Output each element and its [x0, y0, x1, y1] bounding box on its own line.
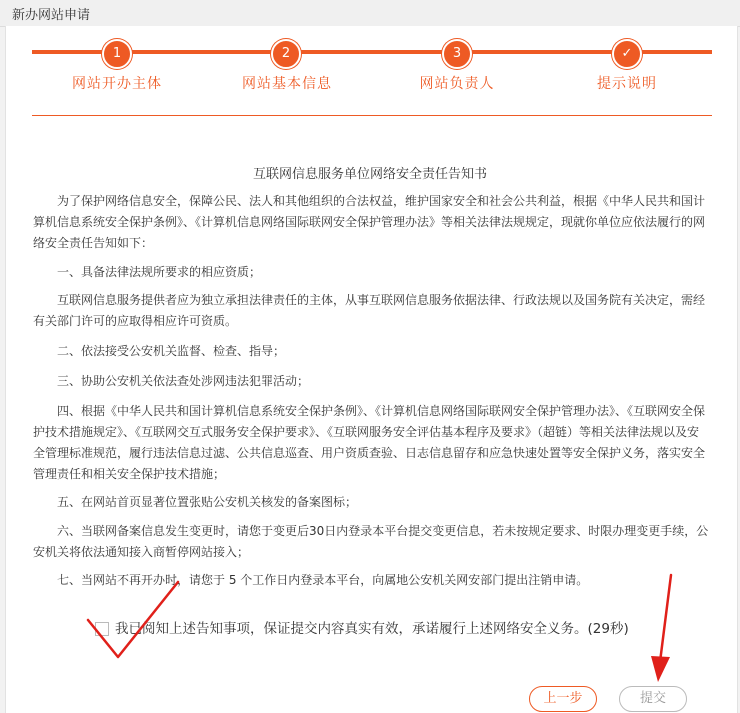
- notice-paragraph: 四、根据《中华人民共和国计算机信息系统安全保护条例》、《计算机信息网络国际联网安全保护管理办法》、《互联网安全保护技术措施规定》、《互联网交互式服务安全保护要求》、《互联网服务安全评估基本程序及要求》（超链）等相关法律法规以及安全管理标准规范，履行违法信息过滤、公共信息巡查、用户资质查验、日志信息留存和应急快速处置等安全保护义务，落实安全管理责任和相关安全保护技术措施；: [33, 404, 706, 481]
- notice-paragraph: 互联网信息服务提供者应为独立承担法律责任的主体，从事互联网信息服务依据法律、行政法规以及国务院有关决定，需经有关部门许可的应取得相应许可资质。: [33, 293, 706, 328]
- header-divider: [32, 115, 712, 116]
- notice-paragraph: 七、当网站不再开办时，请您于 5 个工作日内登录本平台，向属地公安机关网安部门提出注销申请。: [57, 573, 589, 587]
- agreement-checkbox[interactable]: [95, 622, 109, 636]
- prev-button[interactable]: 上一步: [529, 686, 597, 712]
- notice-paragraph: 一、具备法律法规所要求的相应资质；: [57, 265, 262, 279]
- notice-paragraph: 六、当联网备案信息发生变更时，请您于变更后30日内登录本平台提交变更信息，若未按规定要求、时限办理变更手续，公安机关将依法通知接入商暂停网站接入；: [33, 524, 709, 559]
- notice-paragraph: 五、在网站首页显著位置张贴公安机关核发的备案图标；: [57, 495, 358, 509]
- main-panel: [5, 26, 738, 713]
- step-progress-line: [32, 50, 712, 54]
- step-3-circle: 3: [442, 39, 472, 69]
- step-4-check-icon: ✓: [612, 39, 642, 69]
- agreement-text: 我已阅知上述告知事项，保证提交内容真实有效，承诺履行上述网络安全义务。(29秒): [115, 621, 629, 637]
- step-1-circle: 1: [102, 39, 132, 69]
- agreement-row[interactable]: [95, 617, 629, 637]
- notice-paragraph: 为了保护网络信息安全，保障公民、法人和其他组织的合法权益，维护国家安全和社会公共利益，根据《中华人民共和国计算机信息系统安全保护条例》、《计算机信息网络国际联网安全保护管理办法》等相关法律法规规定，现就你单位应依法履行的网络安全责任告知如下：: [33, 194, 706, 250]
- window-title: 新办网站申请: [12, 8, 91, 23]
- step-2-label: 网站基本信息: [242, 76, 332, 92]
- step-4-label: 提示说明: [597, 76, 657, 92]
- step-2-circle: 2: [271, 39, 301, 69]
- step-3-label: 网站负责人: [419, 76, 495, 92]
- window-header: [0, 0, 740, 27]
- notice-title: 互联网信息服务单位网络安全责任告知书: [252, 167, 487, 182]
- notice-paragraph: 二、依法接受公安机关监督、检查、指导；: [57, 344, 286, 358]
- submit-button[interactable]: 提交: [619, 686, 687, 712]
- step-1-label: 网站开办主体: [72, 76, 162, 92]
- notice-paragraph: 三、协助公安机关依法查处涉网违法犯罪活动；: [57, 374, 310, 388]
